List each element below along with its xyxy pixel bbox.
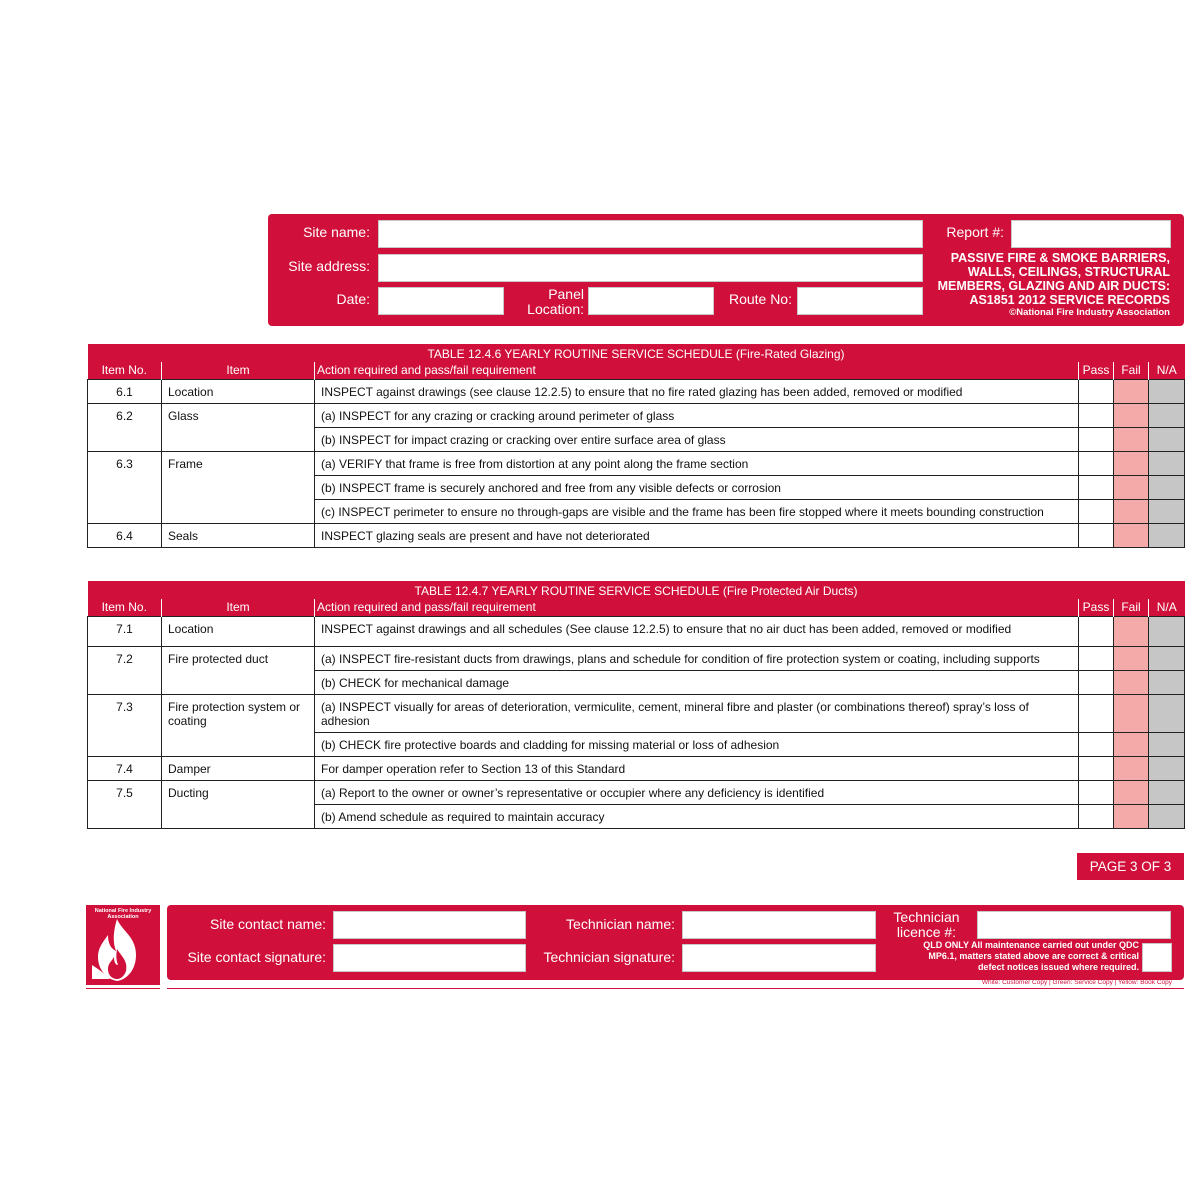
item-number: 7.2 — [88, 646, 162, 694]
item-name: Location — [162, 616, 315, 646]
col-header-fail: Fail — [1114, 362, 1149, 379]
item-number: 7.5 — [88, 780, 162, 828]
na-checkbox[interactable] — [1149, 379, 1185, 403]
form-title: PASSIVE FIRE & SMOKE BARRIERS, WALLS, CEILINGS, STRUCTURAL MEMBERS, GLAZING AND AIR DUCTS: AS1851 2012 SERVICE RECORDS — [937, 251, 1170, 307]
date-label: Date: — [336, 291, 370, 307]
panel-location-label: Panel Location: — [527, 286, 584, 317]
action-text: (a) INSPECT fire-resistant ducts from drawings, plans and schedule for condition of fire protection system or coating, including supports — [315, 646, 1079, 670]
item-name: Location — [162, 379, 315, 403]
col-header-na: N/A — [1149, 599, 1185, 616]
na-checkbox[interactable] — [1149, 475, 1185, 499]
action-text: INSPECT against drawings and all schedules (See clause 12.2.5) to ensure that no air duct has been added, removed or modified — [315, 616, 1079, 646]
item-number: 7.4 — [88, 756, 162, 780]
na-checkbox[interactable] — [1149, 694, 1185, 732]
technician-name-label: Technician name: — [566, 916, 675, 932]
glazing-schedule-table — [87, 344, 1185, 548]
pass-checkbox[interactable] — [1079, 616, 1114, 646]
item-name: Seals — [162, 523, 315, 547]
col-header-fail: Fail — [1114, 599, 1149, 616]
report-number-label: Report #: — [946, 224, 1004, 240]
item-name: Glass — [162, 403, 315, 451]
pass-checkbox[interactable] — [1079, 427, 1114, 451]
action-text: (a) Report to the owner or owner’s representative or occupier where any deficiency is identified — [315, 780, 1079, 804]
logo-country: Australia — [132, 980, 160, 987]
footer-panel — [167, 905, 1184, 980]
na-checkbox[interactable] — [1149, 427, 1185, 451]
pass-checkbox[interactable] — [1079, 732, 1114, 756]
item-name: Fire protection system or coating — [162, 694, 315, 756]
col-header-item-no: Item No. — [88, 599, 162, 616]
table-row — [88, 780, 1185, 804]
air-ducts-schedule-table — [87, 581, 1185, 829]
site-contact-signature-field[interactable] — [333, 944, 526, 972]
site-contact-name-label: Site contact name: — [210, 916, 326, 932]
flame-icon — [92, 919, 142, 981]
footer-underline — [167, 988, 1184, 989]
pass-checkbox[interactable] — [1079, 670, 1114, 694]
item-number: 6.4 — [88, 523, 162, 547]
fail-checkbox[interactable] — [1114, 475, 1149, 499]
fail-checkbox[interactable] — [1114, 523, 1149, 547]
action-text: (b) Amend schedule as required to maintain accuracy — [315, 804, 1079, 828]
pass-checkbox[interactable] — [1079, 379, 1114, 403]
item-name: Frame — [162, 451, 315, 523]
item-number: 6.3 — [88, 451, 162, 523]
fail-checkbox[interactable] — [1114, 694, 1149, 732]
site-name-label: Site name: — [303, 224, 370, 240]
fail-checkbox[interactable] — [1114, 670, 1149, 694]
report-number-field[interactable] — [1011, 220, 1171, 248]
col-header-action: Action required and pass/fail requirement — [315, 599, 1079, 616]
pass-checkbox[interactable] — [1079, 804, 1114, 828]
action-text: INSPECT glazing seals are present and have not deteriorated — [315, 523, 1079, 547]
action-text: (a) INSPECT for any crazing or cracking around perimeter of glass — [315, 403, 1079, 427]
fail-checkbox[interactable] — [1114, 804, 1149, 828]
table-title: TABLE 12.4.7 YEARLY ROUTINE SERVICE SCHEDULE (Fire Protected Air Ducts) — [88, 581, 1185, 599]
na-checkbox[interactable] — [1149, 732, 1185, 756]
table-row — [88, 756, 1185, 780]
action-text: (a) VERIFY that frame is free from distortion at any point along the frame section — [315, 451, 1079, 475]
fail-checkbox[interactable] — [1114, 451, 1149, 475]
col-header-item: Item — [162, 599, 315, 616]
pass-checkbox[interactable] — [1079, 523, 1114, 547]
pass-checkbox[interactable] — [1079, 499, 1114, 523]
action-text: (b) INSPECT for impact crazing or cracking over entire surface area of glass — [315, 427, 1079, 451]
site-contact-name-field[interactable] — [333, 911, 526, 939]
table-row — [88, 694, 1185, 732]
na-checkbox[interactable] — [1149, 804, 1185, 828]
technician-signature-field[interactable] — [682, 944, 876, 972]
na-checkbox[interactable] — [1149, 403, 1185, 427]
item-name: Fire protected duct — [162, 646, 315, 694]
table-title: TABLE 12.4.6 YEARLY ROUTINE SERVICE SCHEDULE (Fire-Rated Glazing) — [88, 344, 1185, 362]
site-contact-signature-label: Site contact signature: — [187, 949, 326, 965]
col-header-na: N/A — [1149, 362, 1185, 379]
na-checkbox[interactable] — [1149, 499, 1185, 523]
table-row — [88, 616, 1185, 646]
technician-name-field[interactable] — [682, 911, 876, 939]
na-checkbox[interactable] — [1149, 756, 1185, 780]
fail-checkbox[interactable] — [1114, 732, 1149, 756]
table-row — [88, 403, 1185, 427]
fail-checkbox[interactable] — [1114, 616, 1149, 646]
header-panel — [268, 214, 1184, 326]
panel-location-field[interactable] — [588, 287, 714, 315]
na-checkbox[interactable] — [1149, 451, 1185, 475]
item-number: 7.1 — [88, 616, 162, 646]
item-name: Damper — [162, 756, 315, 780]
action-text: (b) CHECK fire protective boards and cladding for missing material or loss of adhesion — [315, 732, 1079, 756]
item-name: Ducting — [162, 780, 315, 828]
na-checkbox[interactable] — [1149, 523, 1185, 547]
pass-checkbox[interactable] — [1079, 646, 1114, 670]
na-checkbox[interactable] — [1149, 646, 1185, 670]
pass-checkbox[interactable] — [1079, 780, 1114, 804]
col-header-item-no: Item No. — [88, 362, 162, 379]
pass-checkbox[interactable] — [1079, 403, 1114, 427]
na-checkbox[interactable] — [1149, 780, 1185, 804]
action-text: (b) INSPECT frame is securely anchored and free from any visible defects or corrosion — [315, 475, 1079, 499]
table-row — [88, 523, 1185, 547]
table-row — [88, 379, 1185, 403]
action-text: (a) INSPECT visually for areas of deterioration, vermiculite, cement, mineral fibre and plaster (or combinations thereof) spray’s loss of adhesion — [315, 694, 1079, 732]
action-text: (c) INSPECT perimeter to ensure no through-gaps are visible and the frame has been fire stopped where it meets bounding construction — [315, 499, 1079, 523]
fail-checkbox[interactable] — [1114, 499, 1149, 523]
col-header-pass: Pass — [1079, 362, 1114, 379]
qld-note: QLD ONLY All maintenance carried out under QDC MP6.1, matters stated above are correct & critical defect notices issued where required. — [923, 940, 1139, 972]
col-header-pass: Pass — [1079, 599, 1114, 616]
route-no-field[interactable] — [797, 287, 923, 315]
fail-checkbox[interactable] — [1114, 379, 1149, 403]
date-field[interactable] — [378, 287, 504, 315]
action-text: For damper operation refer to Section 13 of this Standard — [315, 756, 1079, 780]
route-no-label: Route No: — [728, 291, 792, 307]
fail-checkbox[interactable] — [1114, 403, 1149, 427]
item-number: 6.1 — [88, 379, 162, 403]
copy-distribution-note: White: Customer Copy | Green: Service Copy | Yellow: Book Copy — [981, 979, 1172, 986]
fail-checkbox[interactable] — [1114, 646, 1149, 670]
site-address-field[interactable] — [378, 254, 923, 282]
na-checkbox[interactable] — [1149, 670, 1185, 694]
logo-underline — [86, 988, 160, 989]
na-checkbox[interactable] — [1149, 616, 1185, 646]
nfia-logo — [86, 905, 160, 985]
pass-checkbox[interactable] — [1079, 475, 1114, 499]
copyright-text: ©National Fire Industry Association — [1009, 307, 1170, 318]
item-number: 6.2 — [88, 403, 162, 451]
pass-checkbox[interactable] — [1079, 694, 1114, 732]
action-text: INSPECT against drawings (see clause 12.2.5) to ensure that no fire rated glazing has been added, removed or modified — [315, 379, 1079, 403]
technician-licence-label: Technician licence #: — [893, 909, 960, 940]
technician-licence-field[interactable] — [977, 911, 1171, 939]
item-number: 7.3 — [88, 694, 162, 756]
site-name-field[interactable] — [378, 220, 923, 248]
col-header-item: Item — [162, 362, 315, 379]
qld-checkbox[interactable] — [1142, 943, 1172, 972]
table-row — [88, 646, 1185, 670]
pass-checkbox[interactable] — [1079, 756, 1114, 780]
site-address-label: Site address: — [288, 258, 370, 274]
fail-checkbox[interactable] — [1114, 756, 1149, 780]
logo-org-name: National Fire Industry Association — [94, 908, 152, 920]
fail-checkbox[interactable] — [1114, 780, 1149, 804]
table-row — [88, 451, 1185, 475]
fail-checkbox[interactable] — [1114, 427, 1149, 451]
pass-checkbox[interactable] — [1079, 451, 1114, 475]
action-text: (b) CHECK for mechanical damage — [315, 670, 1079, 694]
col-header-action: Action required and pass/fail requirement — [315, 362, 1079, 379]
page-number-badge: PAGE 3 OF 3 — [1077, 853, 1184, 880]
technician-signature-label: Technician signature: — [543, 949, 675, 965]
